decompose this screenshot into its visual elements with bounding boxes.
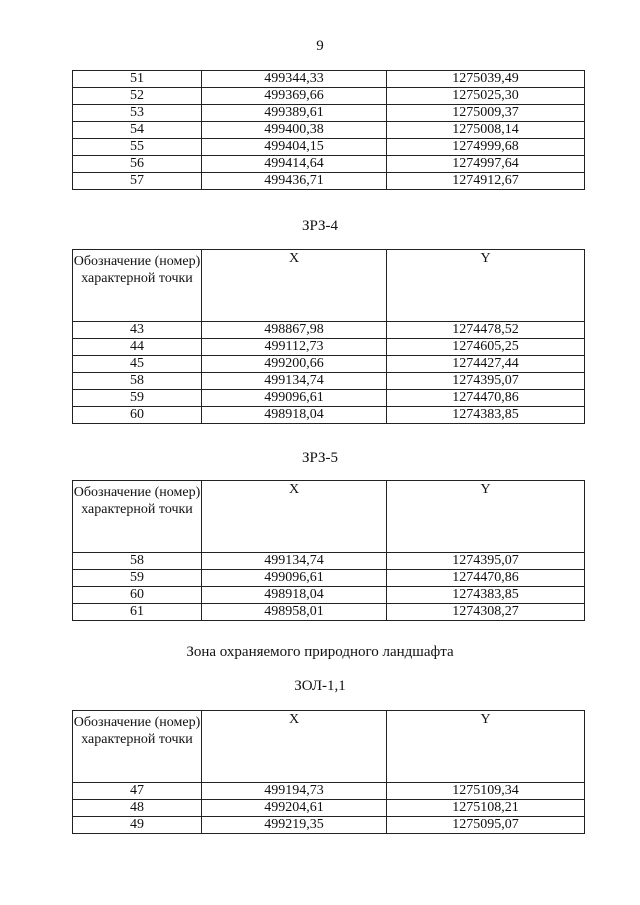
cell-x: 498867,98 bbox=[202, 322, 387, 339]
cell-y: 1274383,85 bbox=[387, 587, 585, 604]
cell-x: 499404,15 bbox=[202, 139, 387, 156]
table-row bbox=[73, 390, 585, 407]
page-number: 9 bbox=[316, 38, 324, 54]
cell-point-number: 48 bbox=[73, 800, 202, 817]
cell-y: 1274912,67 bbox=[387, 173, 585, 190]
table-row bbox=[73, 800, 585, 817]
table-row bbox=[73, 339, 585, 356]
header-y: Y bbox=[387, 250, 585, 322]
cell-x: 499219,35 bbox=[202, 817, 387, 834]
cell-point-number: 43 bbox=[73, 322, 202, 339]
coordinates-table-continued bbox=[72, 70, 585, 190]
cell-point-number: 59 bbox=[73, 570, 202, 587]
cell-point-number: 52 bbox=[73, 88, 202, 105]
header-point-designation: Обозначение (номер) характерной точки bbox=[73, 250, 202, 322]
header-y: Y bbox=[387, 711, 585, 783]
cell-y: 1275109,34 bbox=[387, 783, 585, 800]
cell-y: 1274395,07 bbox=[387, 553, 585, 570]
cell-y: 1274427,44 bbox=[387, 356, 585, 373]
header-y: Y bbox=[387, 481, 585, 553]
coordinates-table-zrz5 bbox=[72, 480, 585, 621]
cell-point-number: 61 bbox=[73, 604, 202, 621]
section-title-zrz4: ЗРЗ-4 bbox=[301, 218, 339, 234]
cell-x: 499414,64 bbox=[202, 156, 387, 173]
cell-y: 1274470,86 bbox=[387, 570, 585, 587]
cell-x: 499344,33 bbox=[202, 71, 387, 88]
coordinates-table-zol11 bbox=[72, 710, 585, 834]
table-row bbox=[73, 553, 585, 570]
cell-y: 1275039,49 bbox=[387, 71, 585, 88]
coordinates-table-zrz4 bbox=[72, 249, 585, 424]
cell-y: 1274383,85 bbox=[387, 407, 585, 424]
cell-y: 1274308,27 bbox=[387, 604, 585, 621]
cell-point-number: 58 bbox=[73, 373, 202, 390]
cell-y: 1275025,30 bbox=[387, 88, 585, 105]
header-point-designation: Обозначение (номер) характерной точки bbox=[73, 711, 202, 783]
cell-point-number: 54 bbox=[73, 122, 202, 139]
cell-point-number: 59 bbox=[73, 390, 202, 407]
cell-x: 499369,66 bbox=[202, 88, 387, 105]
cell-x: 499400,38 bbox=[202, 122, 387, 139]
table-header-row bbox=[73, 711, 585, 783]
cell-y: 1274999,68 bbox=[387, 139, 585, 156]
cell-point-number: 49 bbox=[73, 817, 202, 834]
header-x: X bbox=[202, 711, 387, 783]
table-row bbox=[73, 88, 585, 105]
cell-x: 499134,74 bbox=[202, 553, 387, 570]
table-body bbox=[73, 322, 585, 424]
zone-title: Зона охраняемого природного ландшафта bbox=[186, 644, 454, 660]
table-row bbox=[73, 71, 585, 88]
cell-y: 1274395,07 bbox=[387, 373, 585, 390]
table-row bbox=[73, 407, 585, 424]
cell-point-number: 45 bbox=[73, 356, 202, 373]
cell-point-number: 60 bbox=[73, 407, 202, 424]
cell-point-number: 44 bbox=[73, 339, 202, 356]
cell-y: 1274605,25 bbox=[387, 339, 585, 356]
cell-x: 499389,61 bbox=[202, 105, 387, 122]
table-row bbox=[73, 604, 585, 621]
cell-x: 499194,73 bbox=[202, 783, 387, 800]
cell-x: 499204,61 bbox=[202, 800, 387, 817]
cell-y: 1275009,37 bbox=[387, 105, 585, 122]
table-row bbox=[73, 122, 585, 139]
cell-point-number: 56 bbox=[73, 156, 202, 173]
cell-x: 498918,04 bbox=[202, 587, 387, 604]
table-row bbox=[73, 139, 585, 156]
cell-point-number: 55 bbox=[73, 139, 202, 156]
cell-y: 1274470,86 bbox=[387, 390, 585, 407]
cell-y: 1275008,14 bbox=[387, 122, 585, 139]
cell-point-number: 47 bbox=[73, 783, 202, 800]
cell-y: 1275108,21 bbox=[387, 800, 585, 817]
table-row bbox=[73, 373, 585, 390]
table-body bbox=[73, 553, 585, 621]
cell-point-number: 53 bbox=[73, 105, 202, 122]
table-row bbox=[73, 817, 585, 834]
cell-x: 499200,66 bbox=[202, 356, 387, 373]
table-row bbox=[73, 570, 585, 587]
table-header-row bbox=[73, 250, 585, 322]
cell-point-number: 51 bbox=[73, 71, 202, 88]
cell-y: 1275095,07 bbox=[387, 817, 585, 834]
cell-x: 498958,01 bbox=[202, 604, 387, 621]
table-row bbox=[73, 587, 585, 604]
header-x: X bbox=[202, 250, 387, 322]
table-row bbox=[73, 156, 585, 173]
header-x: X bbox=[202, 481, 387, 553]
table-row bbox=[73, 783, 585, 800]
cell-x: 499096,61 bbox=[202, 390, 387, 407]
table-body bbox=[73, 783, 585, 834]
cell-x: 499436,71 bbox=[202, 173, 387, 190]
cell-x: 498918,04 bbox=[202, 407, 387, 424]
cell-x: 499112,73 bbox=[202, 339, 387, 356]
table-row bbox=[73, 105, 585, 122]
table-body bbox=[73, 71, 585, 190]
cell-point-number: 60 bbox=[73, 587, 202, 604]
cell-point-number: 57 bbox=[73, 173, 202, 190]
cell-x: 499134,74 bbox=[202, 373, 387, 390]
cell-point-number: 58 bbox=[73, 553, 202, 570]
section-title-zol11: ЗОЛ-1,1 bbox=[294, 678, 346, 694]
header-point-designation: Обозначение (номер) характерной точки bbox=[73, 481, 202, 553]
cell-y: 1274997,64 bbox=[387, 156, 585, 173]
table-header-row bbox=[73, 481, 585, 553]
section-title-zrz5: ЗРЗ-5 bbox=[301, 450, 339, 466]
cell-x: 499096,61 bbox=[202, 570, 387, 587]
table-row bbox=[73, 356, 585, 373]
table-row bbox=[73, 173, 585, 190]
table-row bbox=[73, 322, 585, 339]
cell-y: 1274478,52 bbox=[387, 322, 585, 339]
